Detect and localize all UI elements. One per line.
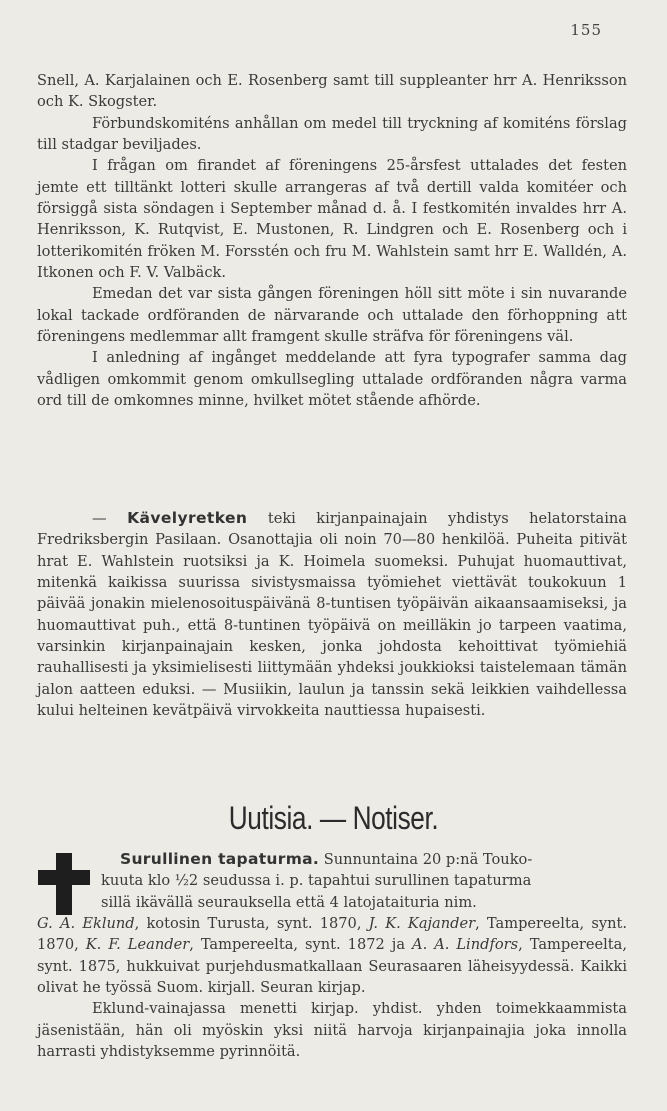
page-number: 155 [570,21,602,39]
swedish-meeting-report [37,70,627,412]
name-leander: K. F. Leander [85,936,190,954]
paragraph: I frågan om firandet af föreningens 25-årsfest uttalades det festen jemte ett tilltänkt lotteri skulle arrangeras af två dertill valda komitéer och försiggå sista söndagen i September månad d. å. I festkomitén invaldes hrr A. Henriksson, K. Rutqvist, E. Mustonen, R. Lindgren och E. Rosenberg och i lotterikomitén fröken M. Forsstén och fru M. Wahlstein samt hrr E. Walldén, A. Itkonen och F. V. Valbäck. [37,157,627,282]
paragraph [37,508,627,721]
paragraph: Eklund-vainajassa menetti kirjap. yhdist. yhden toimekkaammista jäsenistään, hän oli myöskin yksi niitä harvoja kirjanpainajia joka innolla harrasti yhdistyksemme pyrinnöitä. [37,1000,627,1061]
section-heading: Uutisia. — Notiser. [228,800,439,836]
paragraph: Surullinen tapaturma. Sunnuntaina 20 p:nä Touko- kuuta klo ½2 seudussa i. p. tapahtui surullinen tapaturma sillä ikävällä seurauksella että 4 latojataituria nim. G. A. Eklund, kotosin Turusta, synt. 1870, J. K. Kajander, Tampereelta, synt. 1870, K. F. Leander, Tampereelta, synt. 1872 ja A. A. Lindfors, Tampereelta, synt. 1875, hukkuivat purjehdusmatkallaan Seurasaaren läheisyydessä. Kaikki olivat he työssä Suom. kirjall. Seuran kirjap. [37,850,627,997]
article-lead-word: Kävelyretken [127,509,248,527]
paragraph: Emedan det var sista gången föreningen höll sitt möte i sin nuvarande lokal tackade ordföranden de närvarande och uttalade den förhoppning att föreningens medlemmar allt framgent skulle sträfva för föreningens väl. [37,285,627,346]
article-lead-title: Surullinen tapaturma. [120,850,320,868]
name-lindfors: A. A. Lindfors [412,936,519,954]
paragraph: Snell, A. Karjalainen och E. Rosenberg samt till suppleanter hrr A. Henriksson och K. Skogster. [37,72,627,111]
obit-line-1: Surullinen tapaturma. Sunnuntaina 20 p:nä Touko- [120,850,533,868]
obituary-article [37,849,627,1062]
name-kajander: J. K. Kajander [368,915,476,933]
name-eklund: G. A. Eklund [37,915,135,933]
kavelyretki-article [37,508,627,721]
paragraph: Förbundskomiténs anhållan om medel till tryckning af komiténs förslag till stadgar beviljades. [37,114,627,154]
obit-line-3: sillä ikävällä seurauksella että 4 latojataituria nim. [101,893,477,911]
article-body: teki kirjanpainajain yhdistys helatorstaina Fredriksbergin Pasilaan. Osanottajia oli noin 70—80 henkilöä. Puheita pitivät hrat E. Wahlstein ruotsiksi ja K. Hoimela suomeksi. Puhujat huomauttivat, mitenkä kaikissa suurissa sivistysmaissa työmiehet viettävät toukokuun 1 päivää jonakin mielenosoituspäivänä 8-tuntisen työpäivän aikaansaamiseksi, ja huomauttivat puh., että 8-tuntinen työpäivä on meilläkin jo tarpeen vaatima, varsinkin kirjanpainajain kesken, jonka johdosta kehoittivat työmiehiä rauhallisesti ja yksimielisesti liittymään yhdeksi joukkioksi taistelemaan tämän jalon aatteen eduksi. — Musiikin, laulun ja tanssin sekä leikkien vaihdellessa kului helteinen kevätpäivä virvokkeita nauttiessa hupaisesti. [37,510,628,720]
paragraph: I anledning af ingånget meddelande att fyra typografer samma dag vådligen omkommit genom omkullsegling uttalade ordföranden några varma ord till de omkomnes minne, hvilket mötet stående afhörde. [37,349,627,410]
em-dash: — [92,510,107,527]
obit-line-2: kuuta klo ½2 seudussa i. p. tapahtui surullinen tapaturma [101,872,532,890]
